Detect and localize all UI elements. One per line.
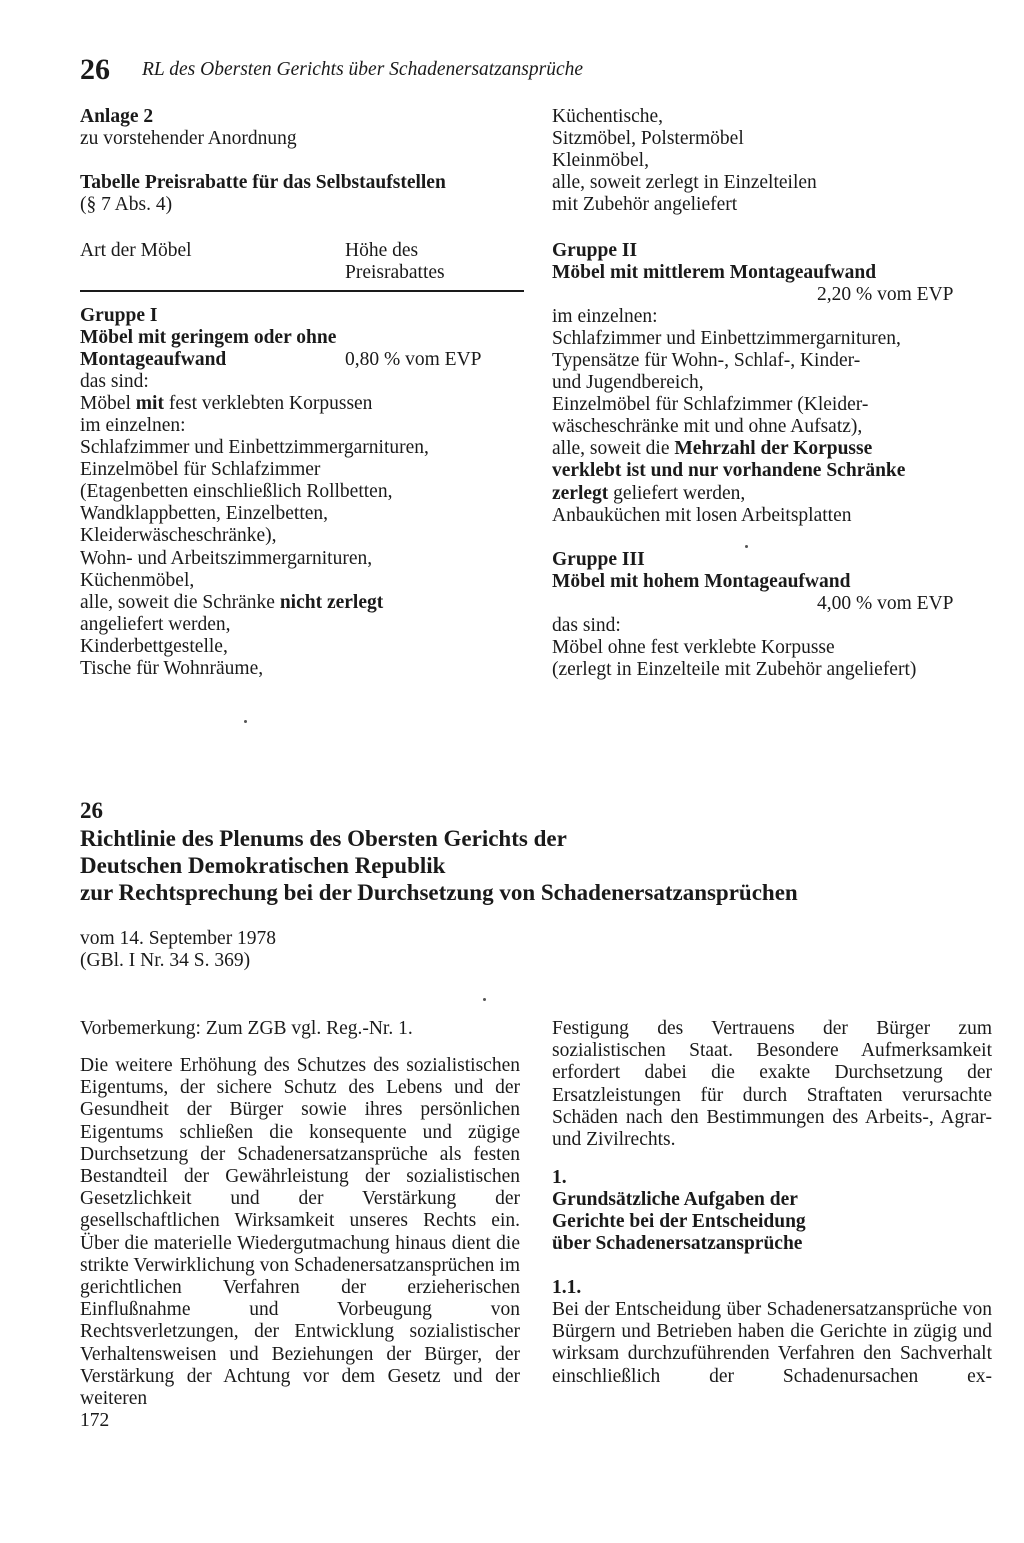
gruppe-1-desc-2: Montageaufwand [80,349,227,370]
gruppe-3-heading: Gruppe III [552,549,645,570]
section-1-title-line: Gerichte bei der Entscheidung [552,1211,806,1232]
section-1-number: 1. [552,1167,567,1188]
gruppe-2-line: wäscheschränke mit und ohne Aufsatz), [552,416,863,437]
table-header-rule [80,290,524,292]
richtlinie-title-line-2: Deutschen Demokratischen Republik [80,853,446,878]
gruppe-1-line: Tische für Wohnräume, [80,658,264,679]
gruppe-2-line: Schlafzimmer und Einbettzimmergarnituren, [552,328,901,349]
gruppe-3-line: (zerlegt in Einzelteile mit Zubehör angeliefert) [552,659,917,680]
table-title: Tabelle Preisrabatte für das Selbstaufstellen [80,172,446,193]
section-1-1-number: 1.1. [552,1277,582,1298]
table-reference: (§ 7 Abs. 4) [80,194,173,215]
richtlinie-source: (GBl. I Nr. 34 S. 369) [80,950,251,971]
gruppe-1-cont-line: mit Zubehör angeliefert [552,194,738,215]
gruppe-1-line: Kleiderwäscheschränke), [80,525,277,546]
gruppe-1-line: Kinderbettgestelle, [80,636,228,657]
gruppe-1-desc-1: Möbel mit geringem oder ohne [80,327,337,348]
column-header-hoehe-2: Preisrabattes [345,262,445,283]
gruppe-2-line: im einzelnen: [552,306,658,327]
gruppe-2-line: Einzelmöbel für Schlafzimmer (Kleider- [552,394,869,415]
text-run-bold: Mehrzahl der Korpusse [674,438,873,459]
scan-speck [244,720,247,723]
gruppe-1-line: Wandklappbetten, Einzelbetten, [80,503,329,524]
gruppe-1-line: Schlafzimmer und Einbettzimmergarnituren, [80,437,429,458]
gruppe-1-line [80,592,383,614]
gruppe-2-line: Typensätze für Wohn-, Schlaf-, Kinder- [552,350,861,371]
gruppe-2-heading: Gruppe II [552,240,638,261]
gruppe-1-cont-line: Sitzmöbel, Polstermöbel [552,128,744,149]
running-header-title: RL des Obersten Gerichts über Schadenersatzansprüche [142,59,584,80]
text-run: alle, soweit die Schränke [80,592,280,613]
gruppe-2-line: Anbauküchen mit losen Arbeitsplatten [552,505,852,526]
gruppe-2-line [552,438,872,460]
section-1-title-line: über Schadenersatzansprüche [552,1233,803,1254]
gruppe-1-rate: 0,80 % vom EVP [345,349,482,370]
vorbemerkung: Vorbemerkung: Zum ZGB vgl. Reg.-Nr. 1. [80,1018,413,1039]
gruppe-2-rate: 2,20 % vom EVP [817,284,954,305]
paragraph-intro-continued: Festigung des Vertrauens der Bürger zum sozialistischen Staat. Besondere Aufmerksamkeit erfordert dabei die exakte Durchsetzung der Ersatzleistungen für durch Straftaten verursachte Schäden nach den Bestimmungen des Arbeits-, Agrar- und Zivilrechts. [552,1018,992,1151]
scan-speck [483,998,486,1001]
gruppe-3-line: Möbel ohne fest verklebte Korpusse [552,637,835,658]
paragraph-intro: Die weitere Erhöhung des Schutzes des sozialistischen Eigentums, der sichere Schutz des Lebens und der Gesundheit der Bürger sowie ihres persönlichen Eigentums schließen die konsequente und zügige Durchsetzung der Schadenersatzansprüche als festen Bestandteil der Gewährleistung der sozialistischen Gesetzlichkeit und der Verstärkung der gesellschaftlichen Wirksamkeit unseres Rechts ein. Über die materielle Wiedergutmachung hinaus dient die strikte Verwirklichung von Schadenersatzansprüchen im gerichtlichen Verfahren der erzieherischen Einflußnahme und Vorbeugung von Rechtsverletzungen, der Entwicklung sozialistischer Verhaltensweisen und Beziehungen der Bürger, der Verstärkung der Achtung vor dem Gesetz und der weiteren [80,1055,520,1410]
gruppe-1-line: Wohn- und Arbeitszimmergarnituren, [80,548,373,569]
text-run-bold: zerlegt [552,483,609,504]
anlage-subtitle: zu vorstehender Anordnung [80,128,297,149]
anlage-title: Anlage 2 [80,106,154,127]
running-header-number: 26 [80,53,110,86]
section-1-1-text: Bei der Entscheidung über Schadenersatzansprüche von Bürgern und Betrieben haben die Gerichte in zügig und wirksam durchzuführenden Verfahren den Sachverhalt einschließlich der Schadenursachen ex- [552,1299,992,1387]
gruppe-1-line: (Etagenbetten einschließlich Rollbetten, [80,481,393,502]
text-run-bold: mit [135,393,164,414]
scan-speck [745,545,748,548]
gruppe-1-line [80,393,372,415]
richtlinie-date: vom 14. September 1978 [80,928,277,949]
gruppe-2-line [552,483,745,505]
text-run: geliefert werden, [608,483,746,504]
gruppe-1-cont-line: alle, soweit zerlegt in Einzelteilen [552,172,817,193]
gruppe-1-line: angeliefert werden, [80,614,231,635]
text-run: Möbel [80,393,136,414]
gruppe-1-cont-line: Küchentische, [552,106,664,127]
gruppe-1-line: das sind: [80,371,149,392]
richtlinie-title-line-1: Richtlinie des Plenums des Obersten Gerichts der [80,826,567,851]
richtlinie-title-line-3: zur Rechtsprechung bei der Durchsetzung von Schadenersatzansprüchen [80,880,798,905]
gruppe-2-desc: Möbel mit mittlerem Montageaufwand [552,262,877,283]
richtlinie-number: 26 [80,798,103,823]
gruppe-3-rate: 4,00 % vom EVP [817,593,954,614]
gruppe-1-line: Einzelmöbel für Schlafzimmer [80,459,321,480]
gruppe-2-line: und Jugendbereich, [552,372,704,393]
section-1-title-line: Grundsätzliche Aufgaben der [552,1189,798,1210]
gruppe-3-desc: Möbel mit hohem Montageaufwand [552,571,851,592]
page-number: 172 [80,1410,110,1431]
gruppe-1-line: im einzelnen: [80,415,186,436]
gruppe-1-cont-line: Kleinmöbel, [552,150,649,171]
column-header-art: Art der Möbel [80,240,192,261]
gruppe-3-line: das sind: [552,615,621,636]
gruppe-2-line: verklebt ist und nur vorhandene Schränke [552,460,906,481]
column-header-hoehe-1: Höhe des [345,240,419,261]
gruppe-1-line: Küchenmöbel, [80,570,195,591]
text-run-bold: nicht zerlegt [279,592,384,613]
text-run: fest verklebten Korpussen [163,393,373,414]
gruppe-1-heading: Gruppe I [80,305,158,326]
text-run: alle, soweit die [552,438,675,459]
